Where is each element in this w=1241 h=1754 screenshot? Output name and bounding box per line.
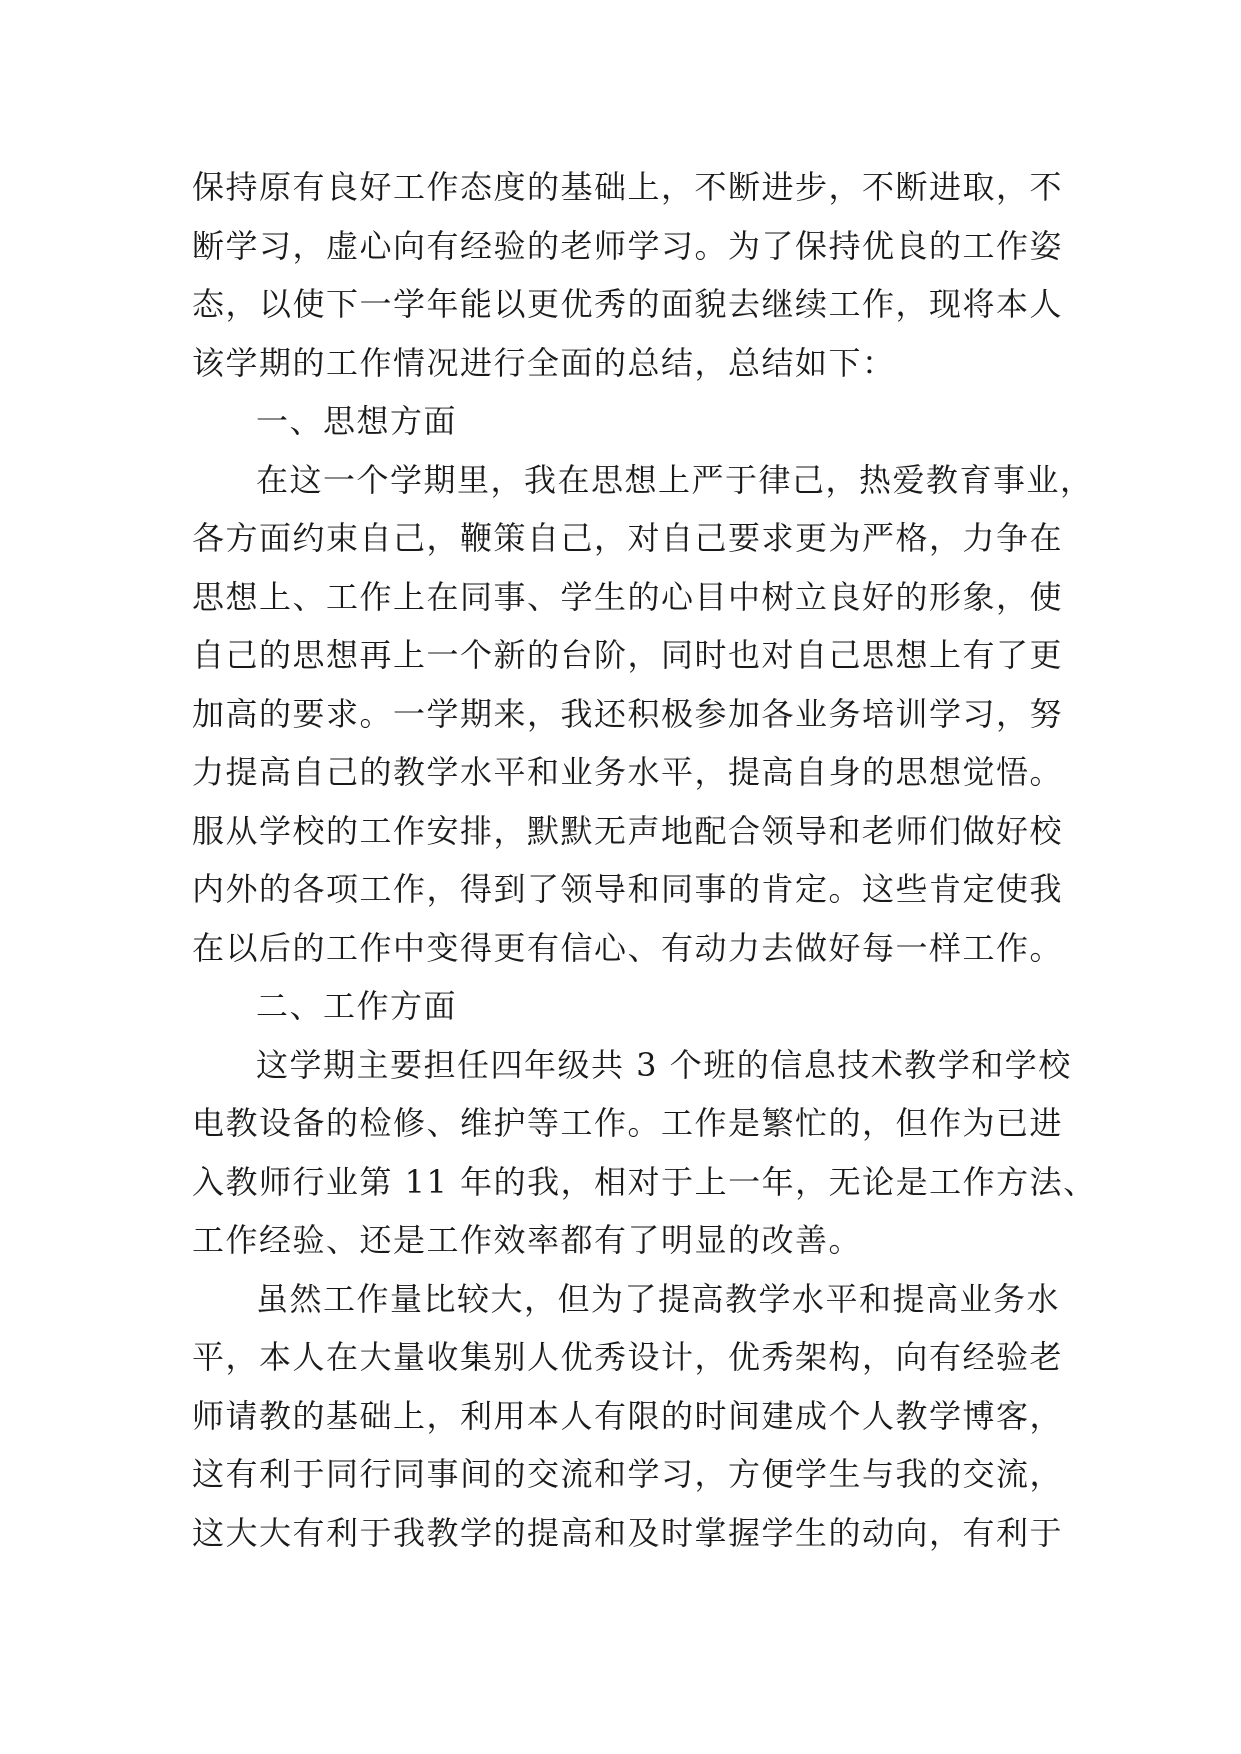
text-line: 力提高自己的教学水平和业务水平，提高自身的思想觉悟。	[192, 753, 1064, 791]
text-line: 保持原有良好工作态度的基础上，不断进步，不断进取，不	[192, 168, 1064, 206]
section-heading-work: 二、工作方面	[256, 987, 458, 1025]
text-line: 这大大有利于我教学的提高和及时掌握学生的动向，有利于	[192, 1513, 1064, 1552]
text-line: 工作经验、还是工作效率都有了明显的改善。	[192, 1221, 863, 1259]
text-line: 电教设备的检修、维护等工作。工作是繁忙的，但作为已进	[192, 1104, 1064, 1142]
section-heading-thought: 一、思想方面	[256, 402, 458, 440]
text-line: 这有利于同行同事间的交流和学习，方便学生与我的交流，	[192, 1455, 1064, 1493]
text-line: 这学期主要担任四年级共 3 个班的信息技术教学和学校	[256, 1045, 1072, 1084]
text-line: 平，本人在大量收集别人优秀设计，优秀架构，向有经验老	[192, 1338, 1064, 1376]
text-line: 该学期的工作情况进行全面的总结，总结如下：	[192, 343, 896, 382]
text-line: 虽然工作量比较大，但为了提高教学水平和提高业务水	[256, 1279, 1061, 1318]
text-line: 各方面约束自己，鞭策自己，对自己要求更为严格，力争在	[192, 519, 1064, 557]
document-body	[192, 158, 1097, 1562]
text-line: 服从学校的工作安排，默默无声地配合领导和老师们做好校	[192, 811, 1064, 850]
text-line: 思想上、工作上在同事、学生的心目中树立良好的形象，使	[192, 577, 1064, 616]
text-line: 态，以使下一学年能以更优秀的面貌去继续工作，现将本人	[192, 285, 1064, 323]
text-line: 入教师行业第 11 年的我，相对于上一年，无论是工作方法、	[192, 1162, 1097, 1201]
text-line: 内外的各项工作，得到了领导和同事的肯定。这些肯定使我	[192, 870, 1064, 908]
text-line: 断学习，虚心向有经验的老师学习。为了保持优良的工作姿	[192, 226, 1064, 265]
text-line: 自己的思想再上一个新的台阶，同时也对自己思想上有了更	[192, 636, 1064, 674]
text-line: 在这一个学期里，我在思想上严于律己，热爱教育事业，	[256, 460, 1094, 499]
text-line: 在以后的工作中变得更有信心、有动力去做好每一样工作。	[192, 928, 1064, 967]
text-line: 加高的要求。一学期来，我还积极参加各业务培训学习，努	[192, 694, 1064, 733]
text-line: 师请教的基础上，利用本人有限的时间建成个人教学博客，	[192, 1396, 1064, 1435]
